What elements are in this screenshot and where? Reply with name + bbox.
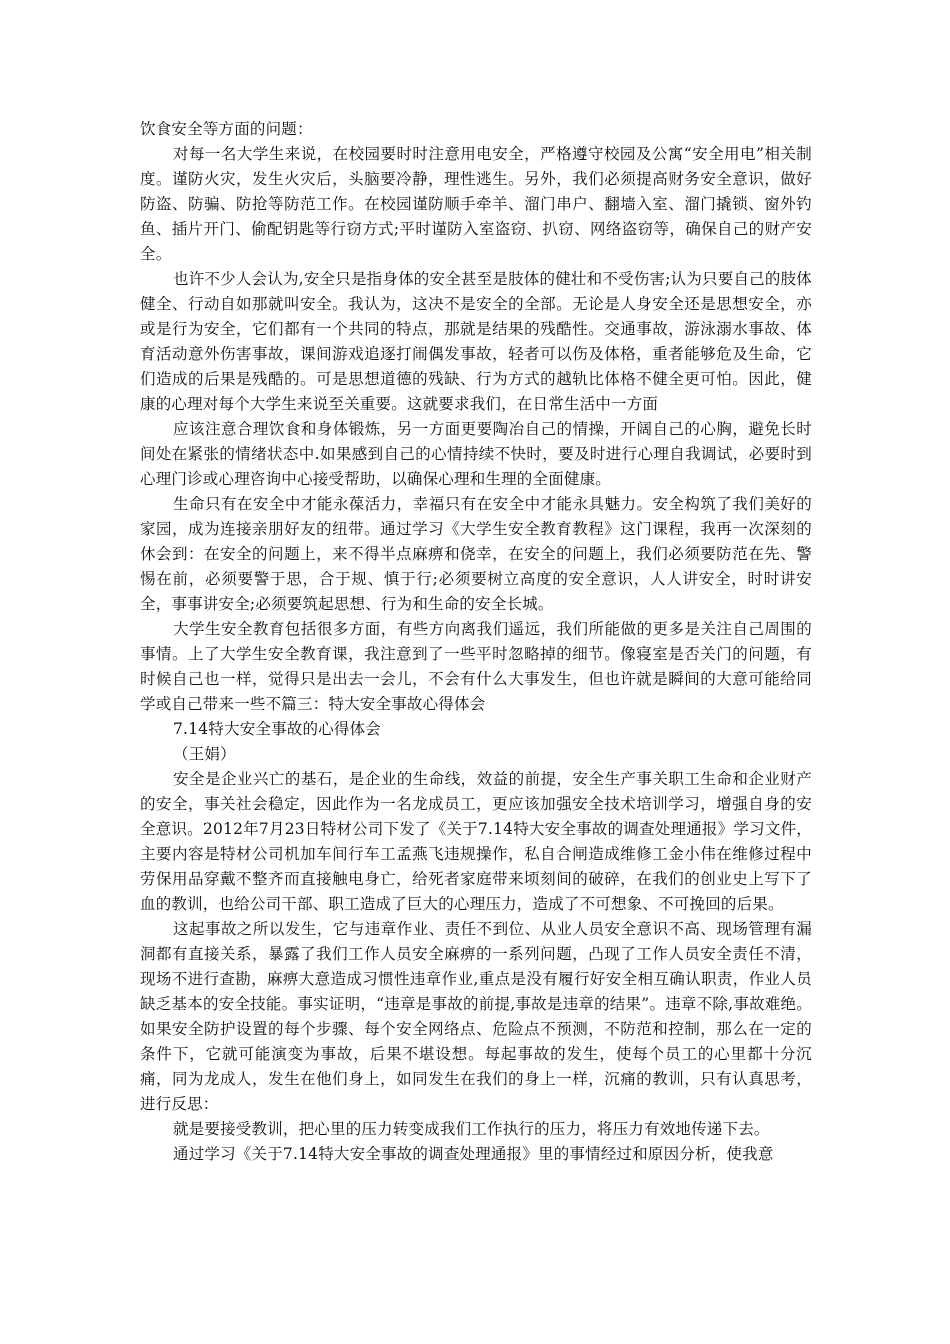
paragraph-5: 生命只有在安全中才能永葆活力，幸福只有在安全中才能永具魅力。安全构筑了我们美好的家园，成为连接亲朋好友的纽带。通过学习《大学生安全教育教程》这门课程，我再一次深刻的休会到：在安全的问题上，来不得半点麻痹和侥幸，在安全的问题上，我们必须要防范在先、警惕在前，必须要警于思，合于规、慎于行;必须要树立高度的安全意识，人人讲安全，时时讲安全，事事讲安全;必须要筑起思想、行为和生命的安全长城。 (140, 495, 812, 613)
document-body (140, 117, 812, 1167)
paragraph-9: 就是要接受教训，把心里的压力转变成我们工作执行的压力，将压力有效地传递下去。 (173, 1120, 770, 1138)
paragraph-6: 大学生安全教育包括很多方面，有些方向离我们遥远，我们所能做的更多是关注自己周围的事情。上了大学生安全教育课，我注意到了一些平时忽略掉的细节。像寝室是否关门的问题，有时候自己也一样，觉得只是出去一会儿，不会有什么大事发生，但也许就是瞬间的大意可能给同学或自己带来一些不篇三：特大安全事故心得体会 (140, 620, 812, 713)
paragraph-3: 也许不少人会认为,安全只是指身体的安全甚至是肢体的健壮和不受伤害;认为只要自己的肢体健全、行动自如那就叫安全。我认为，这决不是安全的全部。无论是人身安全还是思想安全，亦或是行为安全，它们都有一个共同的特点，那就是结果的残酷性。交通事故，游泳溺水事故、体育活动意外伤害事故，课间游戏追逐打闹偶发事故，轻者可以伤及体格，重者能够危及生命，它们造成的后果是残酷的。可是思想道德的残缺、行为方式的越轨比体格不健全更可怕。因此，健康的心理对每个大学生来说至关重要。这就要求我们，在日常生活中一方面 (140, 270, 812, 413)
section-author: （王娟） (173, 745, 236, 763)
paragraph-7: 安全是企业兴亡的基石，是企业的生命线，效益的前提，安全生产事关职工生命和企业财产的安全，事关社会稳定，因此作为一名龙成员工，更应该加强安全技术培训学习，增强自身的安全意识。2012年7月23日特材公司下发了《关于7.14特大安全事故的调查处理通报》学习文件，主要内容是特材公司机加车间行车工孟燕飞违规操作，私自合闸造成维修工金小伟在维修过程中劳保用品穿戴不整齐而直接触电身亡，给死者家庭带来顷刻间的破碎，在我们的创业史上写下了血的教训，也给公司干部、职工造成了巨大的心理压力，造成了不可想象、不可挽回的后果。 (140, 770, 812, 913)
paragraph-4: 应该注意合理饮食和身体锻炼，另一方面更要陶冶自己的情操，开阔自己的心胸，避免长时间处在紧张的情绪状态中.如果感到自己的心情持续不快时，要及时进行心理自我调试，必要时到心理门诊或心理咨询中心接受帮助，以确保心理和生理的全面健康。 (140, 420, 812, 488)
paragraph-8: 这起事故之所以发生，它与违章作业、责任不到位、从业人员安全意识不高、现场管理有漏洞都有直接关系，暴露了我们工作人员安全麻痹的一系列问题，凸现了工作人员安全责任不清，现场不进行查勘，麻痹大意造成习惯性违章作业,重点是没有履行好安全相互确认职责，作业人员缺乏基本的安全技能。事实证明，“违章是事故的前提,事故是违章的结果”。违章不除,事故难绝。如果安全防护设置的每个步骤、每个安全网络点、危险点不预测，不防范和控制，那么在一定的条件下，它就可能演变为事故，后果不堪设想。每起事故的发生，使每个员工的心里都十分沉痛，同为龙成人，发生在他们身上，如同发生在我们的身上一样，沉痛的教训，只有认真思考，进行反思： (140, 920, 812, 1113)
paragraph-10: 通过学习《关于7.14特大安全事故的调查处理通报》里的事情经过和原因分析，使我意 (173, 1145, 774, 1163)
paragraph-1: 饮食安全等方面的问题： (140, 120, 313, 138)
paragraph-2: 对每一名大学生来说，在校园要时时注意用电安全，严格遵守校园及公寓“安全用电”相关制度。谨防火灾，发生火灾后，头脑要冷静，理性逃生。另外，我们必须提高财务安全意识，做好防盗、防骗、防抢等防范工作。在校园谨防顺手牵羊、溜门串户、翻墙入室、溜门撬锁、窗外钓鱼、插片开门、偷配钥匙等行窃方式;平时谨防入室盗窃、扒窃、网络盗窃等，确保自己的财产安全。 (140, 145, 812, 263)
section-title: 7.14特大安全事故的心得体会 (173, 720, 382, 738)
